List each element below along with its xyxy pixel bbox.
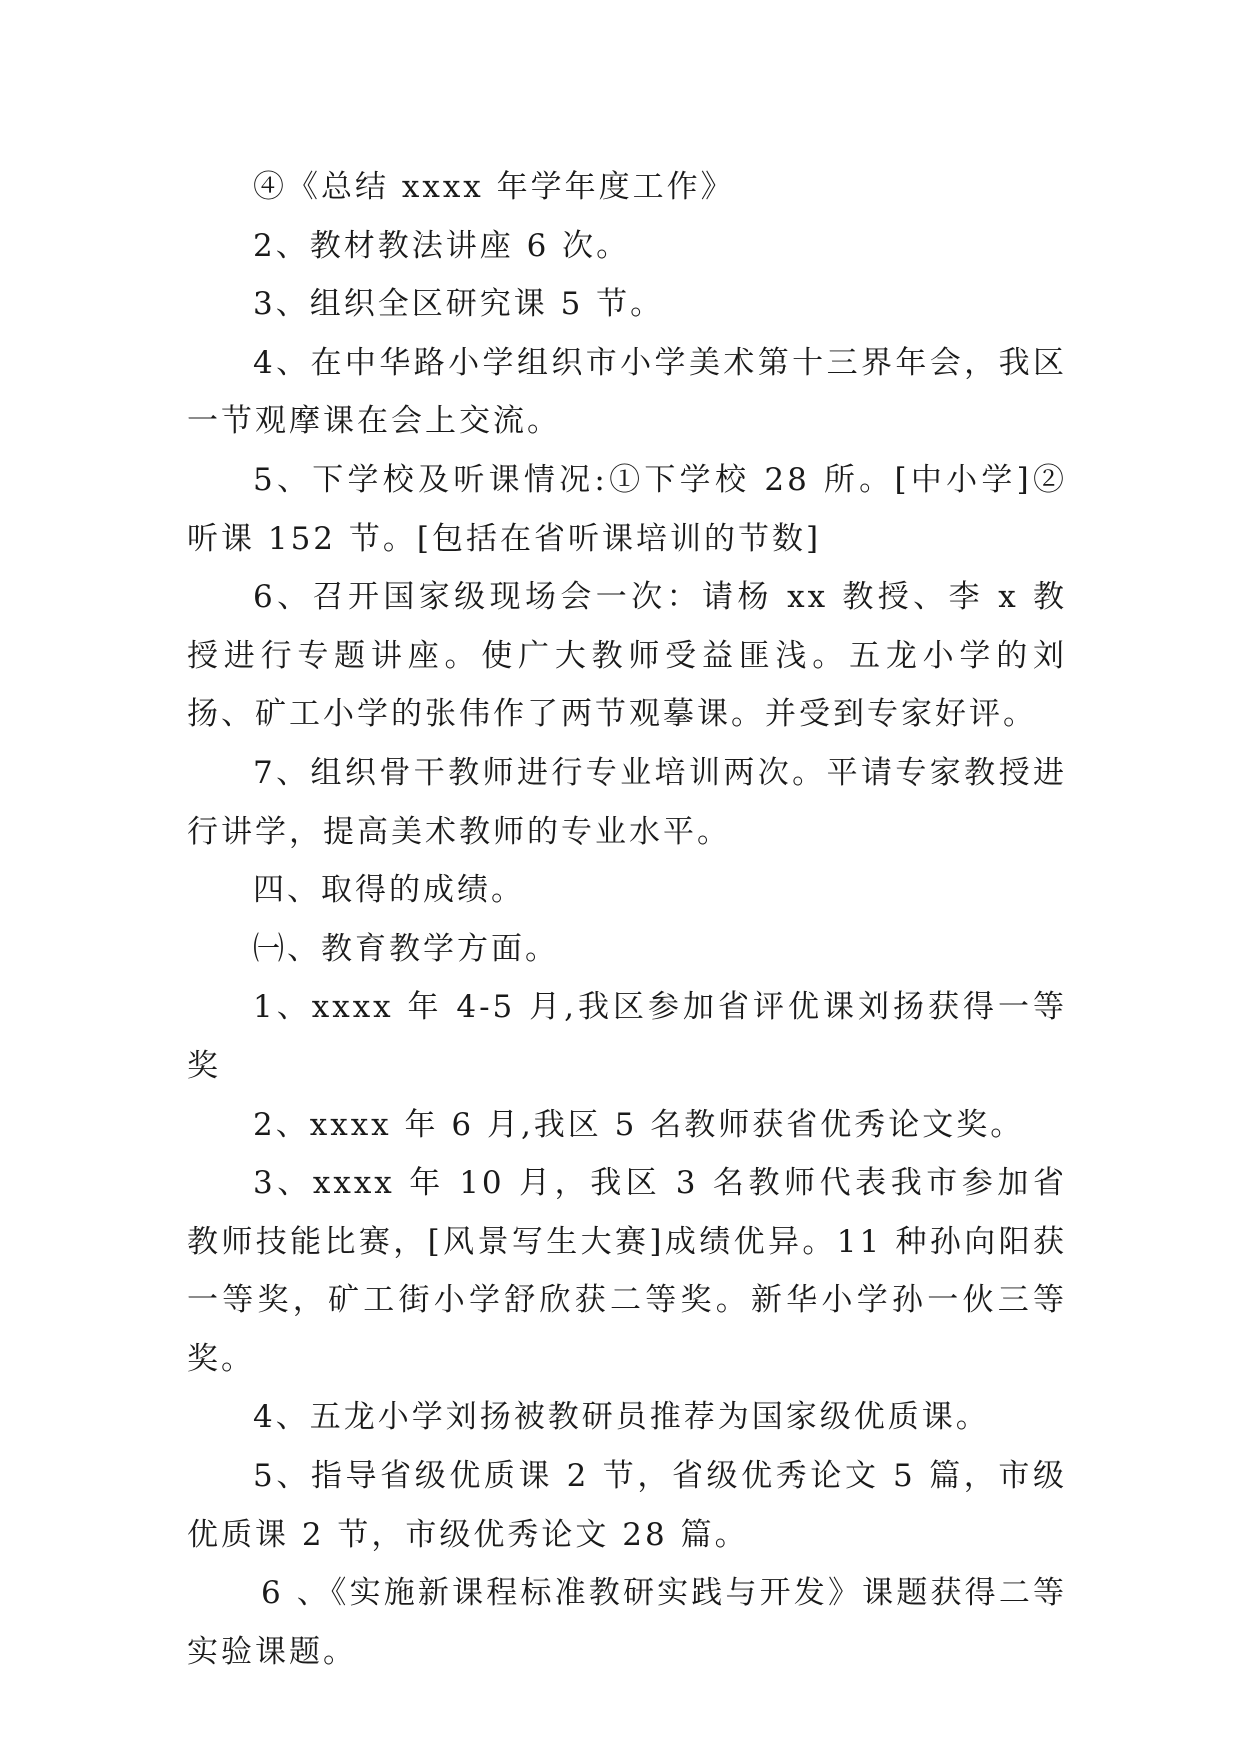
paragraph-award-5: 5、指导省级优质课 2 节，省级优秀论文 5 篇，市级优质课 2 节，市级优秀论文 28 篇。 xyxy=(187,1458,1067,1553)
paragraph-national-meeting: 6、召开国家级现场会一次：请杨 xx 教授、李 x 教授进行专题讲座。使广大教师受益匪浅。五龙小学的刘扬、矿工小学的张伟作了两节观摹课。并受到专家好评。 xyxy=(187,579,1067,733)
paragraph-award-1: 1、xxxx 年 4-5 月,我区参加省评优课刘扬获得一等奖 xyxy=(187,989,1067,1084)
paragraph-summary-item: ④《总结 xxxx 年学年度工作》 xyxy=(253,169,735,205)
paragraph-annual-meeting: 4、在中华路小学组织市小学美术第十三界年会，我区一节观摩课在会上交流。 xyxy=(187,344,1067,440)
paragraph-teacher-training: 7、组织骨干教师进行专业培训两次。平请专家教授进行讲学，提高美术教师的专业水平。 xyxy=(187,754,1067,850)
subsection-heading-teaching: ㈠、教育教学方面。 xyxy=(253,930,559,967)
paragraph-school-visits: 5、下学校及听课情况:①下学校 28 所。[中小学]②听课 152 节。[包括在省听课培训的节数] xyxy=(187,461,1067,557)
section-heading-achievements: 四、取得的成绩。 xyxy=(253,872,525,909)
document-body xyxy=(187,158,1067,1681)
paragraph-award-3: 3、xxxx 年 10 月，我区 3 名教师代表我市参加省教师技能比赛，[风景写生大赛]成绩优异。11 种孙向阳获一等奖，矿工街小学舒欣获二等奖。新华小学孙一伙三等奖。 xyxy=(187,1165,1067,1377)
paragraph-research-lessons: 3、组织全区研究课 5 节。 xyxy=(253,286,665,323)
paragraph-lectures: 2、教材教法讲座 6 次。 xyxy=(253,227,631,264)
paragraph-award-4: 4、五龙小学刘扬被教研员推荐为国家级优质课。 xyxy=(253,1399,990,1436)
paragraph-award-2: 2、xxxx 年 6 月,我区 5 名教师获省优秀论文奖。 xyxy=(253,1106,1025,1143)
paragraph-award-6: 6 、《实施新课程标准教研实践与开发》课题获得二等实验课题。 xyxy=(187,1575,1067,1670)
